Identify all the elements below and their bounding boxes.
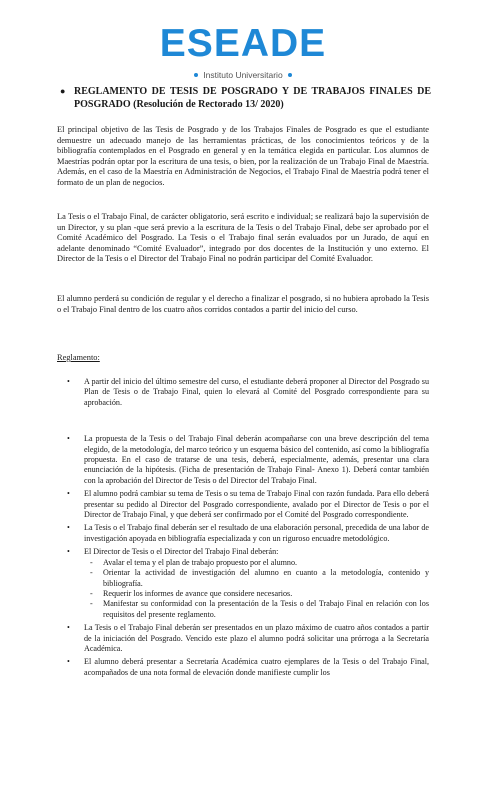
- dash-icon: -: [90, 557, 93, 567]
- list-item-text: La Tesis o el Trabajo final deberán ser el resultado de una elaboración personal, precedida de una labor de investigación apoyada en bibliografía especializada y con un riguroso encuadre metodológico.: [84, 523, 429, 543]
- logo-wordmark: ESEADE: [159, 22, 327, 65]
- sub-list-item-text: Manifestar su conformidad con la presentación de la Tesis o del Trabajo Final en relación con los requisitos del presente reglamento.: [103, 599, 429, 619]
- bullet-icon: •: [67, 523, 70, 533]
- heading-bullet-icon: ●: [60, 86, 66, 96]
- heading-line-1: REGLAMENTO DE TESIS DE POSGRADO Y DE TRABAJOS FINALES DE: [74, 86, 432, 97]
- list-item-text: La Tesis o el Trabajo Final deberán ser presentados en un plazo máximo de cuatro años contados a partir de la iniciación del Posgrado. Vencido este plazo el alumno podrá solicitar una prórroga a la Secretaría Académica.: [84, 623, 429, 653]
- list-item: [57, 434, 429, 486]
- sub-list-item: [84, 568, 429, 589]
- sub-list-item: [84, 558, 429, 568]
- sub-list-item-text: Avalar el tema y el plan de trabajo propuesto por el alumno.: [103, 557, 298, 567]
- list-item-text: A partir del inicio del último semestre del curso, el estudiante deberá proponer al Director del Posgrado su Plan de Tesis o de Trabajo Final, quien lo elevará al Comité del Posgrado correspondiente para su aprobación.: [84, 377, 429, 407]
- logo-subtitle-row: [194, 70, 291, 80]
- list-item-text: El Director de Tesis o el Director del Trabajo Final deberán:: [84, 547, 279, 557]
- eseade-logo: [0, 24, 486, 82]
- list-item: [57, 377, 429, 408]
- dash-icon: -: [90, 599, 93, 609]
- director-duties-list: [84, 558, 429, 620]
- sub-list-item-text: Requerir los informes de avance que considere necesarios.: [103, 588, 293, 598]
- sub-list-item-text: Orientar la actividad de investigación del alumno en cuanto a la metodología, contenido y bibliografía.: [103, 568, 429, 588]
- heading-text: [74, 85, 440, 111]
- list-item-text: El alumno podrá cambiar su tema de Tesis o su tema de Trabajo Final con razón fundada. Para ello deberá presentar su pedido al Director del Posgrado correspondiente, avalado por el Director de Tesis o por el Director de Trabajo Final, y que deberá ser confirmado por el Comité del Posgrado correspondiente.: [84, 489, 429, 520]
- list-item: [57, 547, 429, 620]
- sub-list-item: [84, 589, 429, 599]
- list-item-text: La propuesta de la Tesis o del Trabajo Final deberán acompañarse con una breve descripción del tema elegido, de la metodología, del marco teórico y un esquema básico del contenido, así como la bibliografía propuesta. En el caso de tratarse de una tesis, deberá, especialmente, además, presentar una clara enunciación de la hipótesis. (Ficha de presentación de Trabajo Final- Anexo 1). Deberá contar también con la aprobación del Director de Tesis o del Director del Trabajo Final.: [84, 434, 429, 485]
- sub-list-item: [84, 599, 429, 620]
- bullet-icon: •: [67, 547, 70, 557]
- logo-dot-icon: [194, 73, 198, 77]
- logo-subtitle: Instituto Universitario: [203, 70, 283, 80]
- bullet-icon: •: [67, 377, 70, 386]
- bullet-icon: •: [67, 623, 70, 633]
- logo-dot-icon: [288, 73, 292, 77]
- bullet-icon: •: [67, 434, 70, 444]
- list-item-text: El alumno deberá presentar a Secretaría Académica cuatro ejemplares de la Tesis o del Trabajo Final, acompañados de una nota formal de elevación donde manifieste cumplir los: [84, 657, 429, 677]
- regular-status-paragraph: El alumno perderá su condición de regular y el derecho a finalizar el posgrado, si no hubiera aprobado la Tesis o el Trabajo Final dentro de los cuatro años corridos contados a partir del inicio del curso.: [57, 294, 429, 314]
- bullet-icon: •: [67, 657, 70, 667]
- heading-line-2-bold: POSGRADO: [74, 99, 131, 110]
- list-item: [57, 657, 429, 678]
- heading-resolution: (Resolución de Rectorado 13/ 2020): [130, 99, 284, 110]
- thesis-description-paragraph: La Tesis o el Trabajo Final, de carácter obligatorio, será escrito e individual; se realizará bajo la supervisión de un Director, y su plan -que será previo a la escritura de la Tesis o del Trabajo Final, debe ser aprobado por el Comité Académico del Posgrado. La Tesis o el Trabajo final serán evaluados por un Jurado, de aquí en adelante denominado “Comité Evaluador”, integrado por dos docentes de la Institución y uno externo. El Director de la Tesis o el Director del Trabajo Final no podrán participar del Comité Evaluador.: [57, 212, 429, 264]
- dash-icon: -: [90, 568, 93, 578]
- intro-paragraph: El principal objetivo de las Tesis de Posgrado y de los Trabajos Finales de Posgrado es que el estudiante demuestre un adecuado manejo de las herramientas prácticas, de los conocimientos teóricos y de la bibliografía contemplados en el Posgrado en general y en la temática elegida en particular. Los alumnos de Maestrías podrán optar por la escritura de una tesis, o bien, por la realización de un Trabajo Final de Maestría. Además, en el caso de la Maestría en Administración de Negocios, el Trabajo Final de Maestría podrá tener el formato de un plan de negocios.: [57, 125, 429, 187]
- reglamento-list: [57, 377, 429, 678]
- list-item: [57, 523, 429, 544]
- dash-icon: -: [90, 588, 93, 598]
- document-heading: [60, 85, 440, 111]
- bullet-icon: •: [67, 489, 70, 499]
- list-item: [57, 489, 429, 520]
- reglamento-title: Reglamento:: [57, 353, 100, 362]
- list-item: [57, 623, 429, 654]
- heading-line-2: [74, 99, 284, 110]
